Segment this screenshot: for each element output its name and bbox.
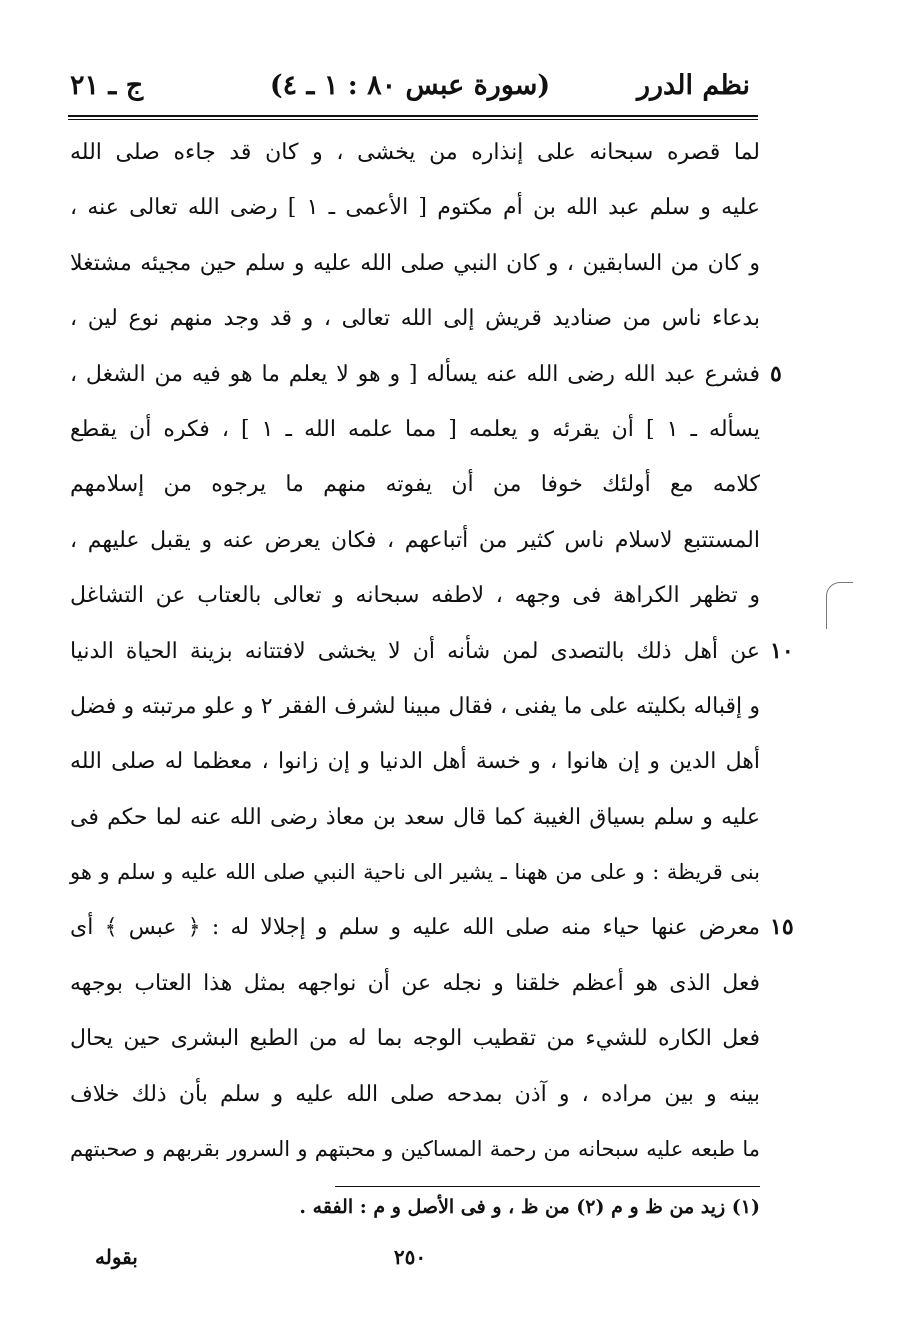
line-text: بدعاء ناس من صناديد قريش إلى الله تعالى ، و قد وجد منهم نوع لين ، — [70, 306, 760, 332]
line-text: و كان من السابقين ، و كان النبي صلى الله عليه و سلم حين مجيئه مشتغلا — [70, 250, 760, 276]
footnote-rule — [335, 1186, 760, 1187]
line-text: بنى قريظة : و على من ههنا ـ يشير الى ناحية النبي صلى الله عليه و سلم و هو — [70, 860, 760, 885]
text-line — [70, 125, 760, 180]
text-line — [70, 624, 794, 679]
line-text: عليه و سلم بسياق الغيبة كما قال سعد بن معاذ رضى الله عنه لما حكم فى — [70, 804, 760, 830]
text-line — [70, 790, 760, 845]
catchword: بقوله — [95, 1245, 138, 1269]
text-line — [70, 291, 760, 346]
text-line — [70, 347, 782, 402]
running-head-surah-reference: (سورة عبس ٨٠ : ١ ـ ٤) — [269, 69, 551, 101]
header-rule — [68, 115, 758, 117]
text-line — [70, 457, 760, 512]
line-text: أهل الدين و إن هانوا ، و خسة أهل الدنيا و إن زانوا ، معظما له صلى الله — [70, 749, 760, 775]
line-text: و تظهر الكراهة فى وجهه ، لاطفه سبحانه و تعالى بالعتاب عن التشاغل — [70, 583, 760, 609]
line-text: عليه و سلم عبد الله بن أم مكتوم [ الأعمى ـ ١ ] رضى الله تعالى عنه ، — [70, 195, 761, 221]
line-text: عن أهل ذلك بالتصدى لمن شأنه أن لا يخشى لافتتانه بزينة الحياة الدنيا — [70, 638, 760, 664]
line-text: فعل الكاره للشيء من تقطيب الوجه بما له من الطبع البشرى حين يحال — [70, 1026, 760, 1052]
text-line — [70, 679, 760, 734]
line-text: لما قصره سبحانه على إنذاره من يخشى ، و كان قد جاءه صلى الله — [70, 140, 760, 165]
line-number: ١٠ — [770, 637, 794, 664]
line-text: ما طبعه عليه سبحانه من رحمة المساكين و محبتهم و السرور بقربهم و صحبتهم — [70, 1137, 760, 1162]
body-text — [70, 125, 794, 1177]
page-number: ٢٥٠ — [393, 1245, 427, 1269]
margin-bracket-mark — [826, 582, 853, 629]
line-number: ٥ — [770, 360, 782, 387]
text-line — [70, 402, 760, 457]
text-line — [70, 1011, 760, 1066]
text-line — [70, 568, 760, 623]
running-head — [70, 62, 750, 108]
header-rule-thin — [68, 119, 758, 120]
text-line — [70, 513, 760, 568]
line-number: ١٥ — [770, 914, 794, 941]
line-text: و إقباله بكليته على ما يفنى ، فقال مبينا لشرف الفقر ٢ و علو مرتبته و فضل — [70, 693, 760, 719]
text-line — [70, 1067, 760, 1122]
text-line — [70, 236, 760, 291]
line-text: المستتبع لاسلام ناس كثير من أتباعهم ، فكان يعرض عنه و يقبل عليهم ، — [70, 527, 760, 553]
text-line — [70, 180, 760, 235]
text-line — [70, 956, 760, 1011]
line-text: فعل الذى هو أعظم خلقنا و نجله عن أن نواجهه بمثل هذا العتاب بوجهه — [70, 970, 760, 996]
text-line — [70, 734, 760, 789]
running-head-volume: ج ـ ٢١ — [70, 69, 144, 101]
line-text: كلامه مع أولئك خوفا من أن يفوته منهم ما يرجوه من إسلامهم — [70, 472, 760, 498]
line-text: يسأله ـ ١ ] أن يقرئه و يعلمه [ مما علمه الله ـ ١ ] ، فكره أن يقطع — [70, 416, 761, 442]
text-line — [70, 845, 760, 900]
running-head-book-title: نظم الدرر — [636, 69, 750, 101]
text-line — [70, 1122, 760, 1177]
line-text: فشرع عبد الله رضى الله عنه يسأله [ و هو لا يعلم ما هو فيه من الشغل ، — [70, 361, 760, 387]
footnote: (١) زيد من ظ و م (٢) من ظ ، و فى الأصل و م : الفقه . — [299, 1196, 760, 1218]
line-text: معرض عنها حياء منه صلى الله عليه و سلم و إجلالا له : ﴿ عبس ﴾ أى — [70, 915, 760, 941]
text-line — [70, 900, 794, 955]
line-text: بينه و بين مراده ، و آذن بمدحه صلى الله عليه و سلم بأن ذلك خلاف — [70, 1081, 760, 1107]
